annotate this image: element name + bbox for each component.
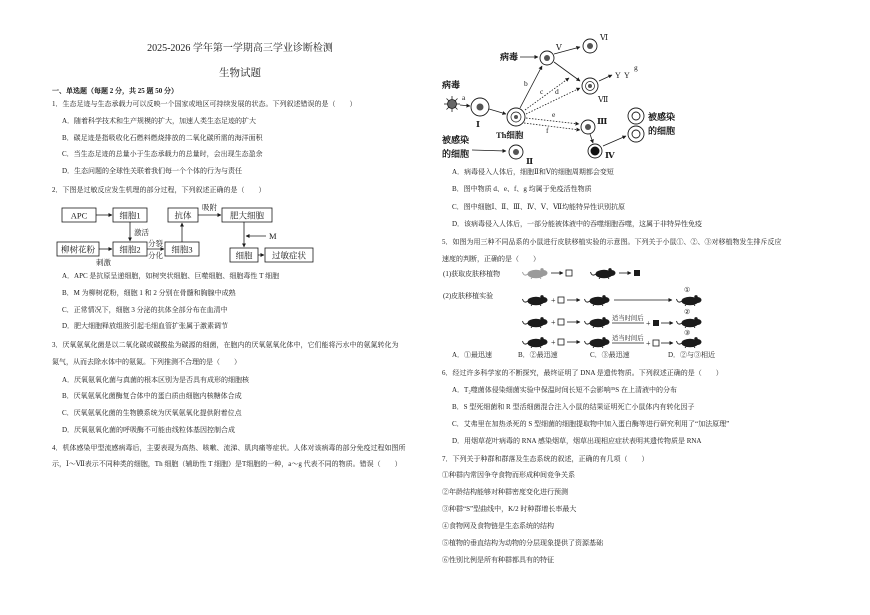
white-graft-icon [566, 270, 572, 276]
mouse-2-icon [677, 317, 702, 328]
question-7-item-4: ④食物网及食物链是生态系统的结构 [442, 522, 554, 530]
mice-step-1-label: (1)获取皮肤移植物 [443, 270, 501, 278]
th-cell [507, 108, 525, 126]
question-3-option-b: B．厌氧氨氧化菌酶复合体中的蛋白质由细胞内核糖体合成 [62, 392, 242, 400]
mouse-icon [585, 317, 610, 328]
dashed-arrow-f [524, 123, 580, 130]
cell-vii [582, 78, 598, 94]
mice-diagram [440, 262, 730, 350]
cell-i-label: Ⅰ [476, 119, 480, 129]
infected-cell-label-left-line-1: 被感染 [442, 135, 470, 145]
dashed-arrow-c [525, 78, 569, 110]
question-4-stem-line-1: 4．机体感染甲型流感病毒后，主要表现为高热、咳嗽、流涕、肌肉痛等症状。人体对该病毒的部分免疫过程如图所 [52, 444, 406, 452]
cell-iv-label: Ⅳ [605, 150, 615, 160]
white-graft-icon [558, 297, 564, 303]
immune-diagram [440, 30, 702, 168]
label-c: c [540, 87, 544, 96]
question-1-option-c: C．当生态足迹的总量小于生态承载力的总量时，会出现生态盈余 [62, 150, 263, 158]
cell-ii-label: Ⅱ [526, 156, 534, 166]
plus-sign: + [551, 338, 556, 347]
plus-sign: + [646, 319, 651, 328]
cell-i [471, 98, 489, 116]
question-1-option-a: A．随着科学技术和生产规模的扩大，加速人类生态足迹的扩大 [62, 117, 257, 125]
mouse-icon [523, 317, 548, 328]
question-5-stem-line-1: 5．如图为用三种不同品系的小鼠进行皮肤移植实验的示意图。下列关于小鼠①、②、③对移植物发生排斥反应 [442, 238, 782, 246]
plus-sign: + [646, 339, 651, 348]
question-5-option-c: C．③最迅速 [590, 351, 630, 359]
question-3-option-a: A．厌氧氨氧化菌与真菌的根本区别为是否具有成形的细胞核 [62, 376, 250, 384]
mast-cell-label: 肥大细胞 [229, 210, 265, 221]
after-time-label: 适当时间后 [612, 335, 644, 342]
question-6-option-d: D．用烟草花叶病毒的 RNA 感染烟草，烟草出现相应症状表明其遗传物质是 RNA [452, 437, 702, 445]
cell-ii [509, 145, 523, 159]
mice-step-2-label: (2)皮肤移植实验 [443, 292, 494, 300]
cell-label: 细胞 [235, 250, 253, 261]
cell-iv [588, 144, 602, 158]
cell-v [540, 51, 554, 65]
mouse-icon [523, 268, 548, 279]
question-4-stem-line-2: 示，Ⅰ～Ⅶ表示不同种类的细胞，Th 细胞（辅助性 T 细胞）是T细胞的一种，a～g 代表不同的物质。错误（ ） [52, 460, 402, 468]
infected-cells-right [628, 108, 644, 142]
question-2-option-d: D．肥大细胞释放组胺引起毛细血管扩张属于激素调节 [62, 322, 229, 330]
cell-vii-label: Ⅶ [598, 95, 609, 104]
question-3-option-c: C．厌氧氨氧化菌的生物膜系统为厌氧氨氧化提供附着位点 [62, 409, 242, 417]
label-a: a [462, 93, 466, 102]
question-6-option-c: C．艾弗里在加热杀死的 S 型细菌的细胞提取物中加入蛋白酶等进行研究利用了“加法原理” [452, 420, 730, 428]
question-7-stem: 7．下列关于种群和群落及生态系统的叙述，正确的有几项（ ） [442, 455, 649, 463]
question-3-stem-line-2: 氮气，从而去除水体中的氨氮。下列推测不合理的是（ ） [52, 358, 241, 366]
arrow-iii-iv [590, 134, 593, 143]
mouse-icon [523, 337, 548, 348]
mouse-1-label: ① [684, 286, 691, 294]
question-4-option-a: A．病毒侵入人体后，细胞Ⅱ和Ⅴ的细胞周期都会变短 [452, 168, 614, 176]
question-7-item-1: ①种群内常因争夺食物而形成种间竞争关系 [442, 471, 575, 479]
infected-cell-label-right-line-1: 被感染 [648, 112, 676, 122]
virus-label-left: 病毒 [442, 80, 461, 90]
black-graft-icon [634, 270, 640, 276]
arrow-iv-infected [603, 136, 626, 146]
th-cell-label: Th细胞 [496, 130, 524, 140]
white-graft-icon [558, 339, 564, 345]
question-2-stem: 2．下图是过敏反应发生机理的部分过程，下列叙述正确的是（ ） [52, 186, 266, 194]
question-7-item-6: ⑥性别比例是所有种群都具有的特征 [442, 556, 554, 564]
question-2-option-a: A．APC 是抗原呈递细胞，如树突状细胞、巨噬细胞、细胞毒性 T 细胞 [62, 272, 280, 280]
black-graft-icon [653, 320, 659, 326]
cell1-label: 细胞1 [119, 210, 141, 221]
question-5-option-b: B．②最迅速 [518, 351, 558, 359]
adsorb-label: 吸附 [202, 203, 217, 212]
white-graft-icon [558, 319, 564, 325]
label-e: e [552, 110, 556, 119]
allergy-diagram [55, 200, 317, 268]
label-d: d [555, 87, 559, 96]
label-f: f [546, 126, 549, 135]
question-4-option-c: C．图中细胞Ⅰ、Ⅱ、Ⅲ、Ⅳ、Ⅴ、Ⅶ均能特异性识别抗原 [452, 203, 626, 211]
mouse-3-label: ③ [684, 329, 691, 337]
question-7-item-5: ⑤植物的垂直结构为动物的分层现象提供了资源基础 [442, 539, 603, 547]
question-2-option-b: B．M 为柳树花粉，细胞 1 和 2 分别在骨髓和胸腺中成熟 [62, 289, 236, 297]
question-5-option-a: A．①最迅速 [452, 351, 493, 359]
question-1-option-b: B．碳足迹是指吸收化石燃料燃烧排放的二氧化碳所需的海洋面积 [62, 134, 263, 142]
question-4-option-b: B．图中物质 d、e、f、g 均属于免疫活性物质 [452, 185, 592, 193]
question-2-option-c: C．正常情况下，细胞 3 分泌的抗体全部分布在血清中 [62, 306, 228, 314]
cell2-label: 细胞2 [119, 244, 141, 255]
arrow-vii-antibody [599, 75, 612, 81]
pollen-label: 柳树花粉 [60, 244, 96, 255]
cell-iii [581, 120, 595, 134]
question-5-stem-line-2: 速度的判断，正确的是（ ） [442, 255, 540, 263]
plus-sign: + [551, 318, 556, 327]
cell-vi [583, 39, 597, 53]
after-time-label: 适当时间后 [612, 315, 644, 322]
antibody-symbol: Y [624, 71, 630, 80]
question-4-option-d: D．该病毒侵入人体后，一部分能被体液中的吞噬细胞吞噬，这属于非特异性免疫 [452, 220, 703, 228]
plus-sign: + [551, 296, 556, 305]
infected-cell-label-left-line-2: 的细胞 [442, 149, 470, 159]
virus-icon [444, 96, 460, 112]
cell-vi-label: Ⅵ [600, 33, 609, 42]
cell-v-label: Ⅴ [556, 43, 562, 52]
white-graft-icon [653, 340, 659, 346]
mouse-2-label: ② [684, 308, 691, 316]
antibody-label: 抗体 [174, 210, 192, 221]
question-7-item-3: ③种群“S”型曲线中，K/2 时种群增长率最大 [442, 505, 577, 513]
arrow-i-th [489, 109, 506, 114]
question-3-stem-line-1: 3．厌氧氨氧化菌是以二氧化碳或碳酸盐为碳源的细菌，在胞内的厌氧氨氧化体中，它们能将污水中的氨氮转化为 [52, 341, 399, 349]
question-7-item-2: ②年龄结构能够对种群密度变化进行预测 [442, 488, 568, 496]
divide-label: 分裂 [148, 239, 163, 248]
label-b: b [524, 79, 528, 88]
question-6-option-b: B．S 型死细菌和 R 型活细菌混合注入小鼠的结果证明死亡小鼠体内有转化因子 [452, 403, 695, 411]
exam-title: 2025-2026 学年第一学期高三学业诊断检测 [147, 43, 333, 54]
arrow-infected-ii [472, 150, 506, 151]
infected-cell-label-right-line-2: 的细胞 [648, 126, 676, 136]
antibody-symbol: Y [615, 71, 621, 80]
question-3-option-d: D．厌氧氨氧化菌的呼吸酶不可能由线粒体基因控制合成 [62, 426, 236, 434]
question-6-option-a: A．T₂噬菌体侵染细菌实验中保温时间长短不会影响³⁵S 在上清液中的分布 [452, 386, 677, 394]
m-label: M [269, 231, 277, 241]
label-g: g [634, 63, 638, 72]
question-1-stem: 1．生态足迹与生态承载力可以反映一个国家或地区可持续发展的状态。下列叙述错误的是（ ） [52, 100, 357, 108]
mouse-icon [523, 295, 548, 306]
mouse-1-icon [677, 295, 702, 306]
stimulate-label: 刺激 [96, 258, 111, 267]
cell3-label: 细胞3 [171, 244, 193, 255]
mouse-icon [591, 268, 616, 279]
virus-label-top: 病毒 [500, 52, 519, 62]
mouse-icon [585, 337, 610, 348]
exam-subtitle: 生物试题 [219, 68, 261, 79]
arrow-v-vii [554, 62, 580, 81]
question-1-option-d: D．生态问题的全球性关联着我们每一个个体的行为与责任 [62, 167, 243, 175]
cell-iii-label: Ⅲ [597, 116, 608, 126]
activate-label: 激活 [134, 228, 149, 237]
apc-label: APC [70, 210, 88, 221]
section-title: 一、单选题（每题 2 分，共 25 题 50 分） [52, 87, 178, 95]
symptom-label: 过敏症状 [271, 250, 307, 261]
question-5-option-d: D．②与③相近 [668, 351, 716, 359]
question-6-stem: 6．经过许多科学家的不断探究，最终证明了 DNA 是遗传物质。下列叙述正确的是（ ） [442, 369, 723, 377]
differentiate-label: 分化 [148, 251, 163, 260]
arrow-virus-i [460, 105, 470, 106]
mouse-3-icon [677, 337, 702, 348]
mouse-icon [585, 295, 610, 306]
